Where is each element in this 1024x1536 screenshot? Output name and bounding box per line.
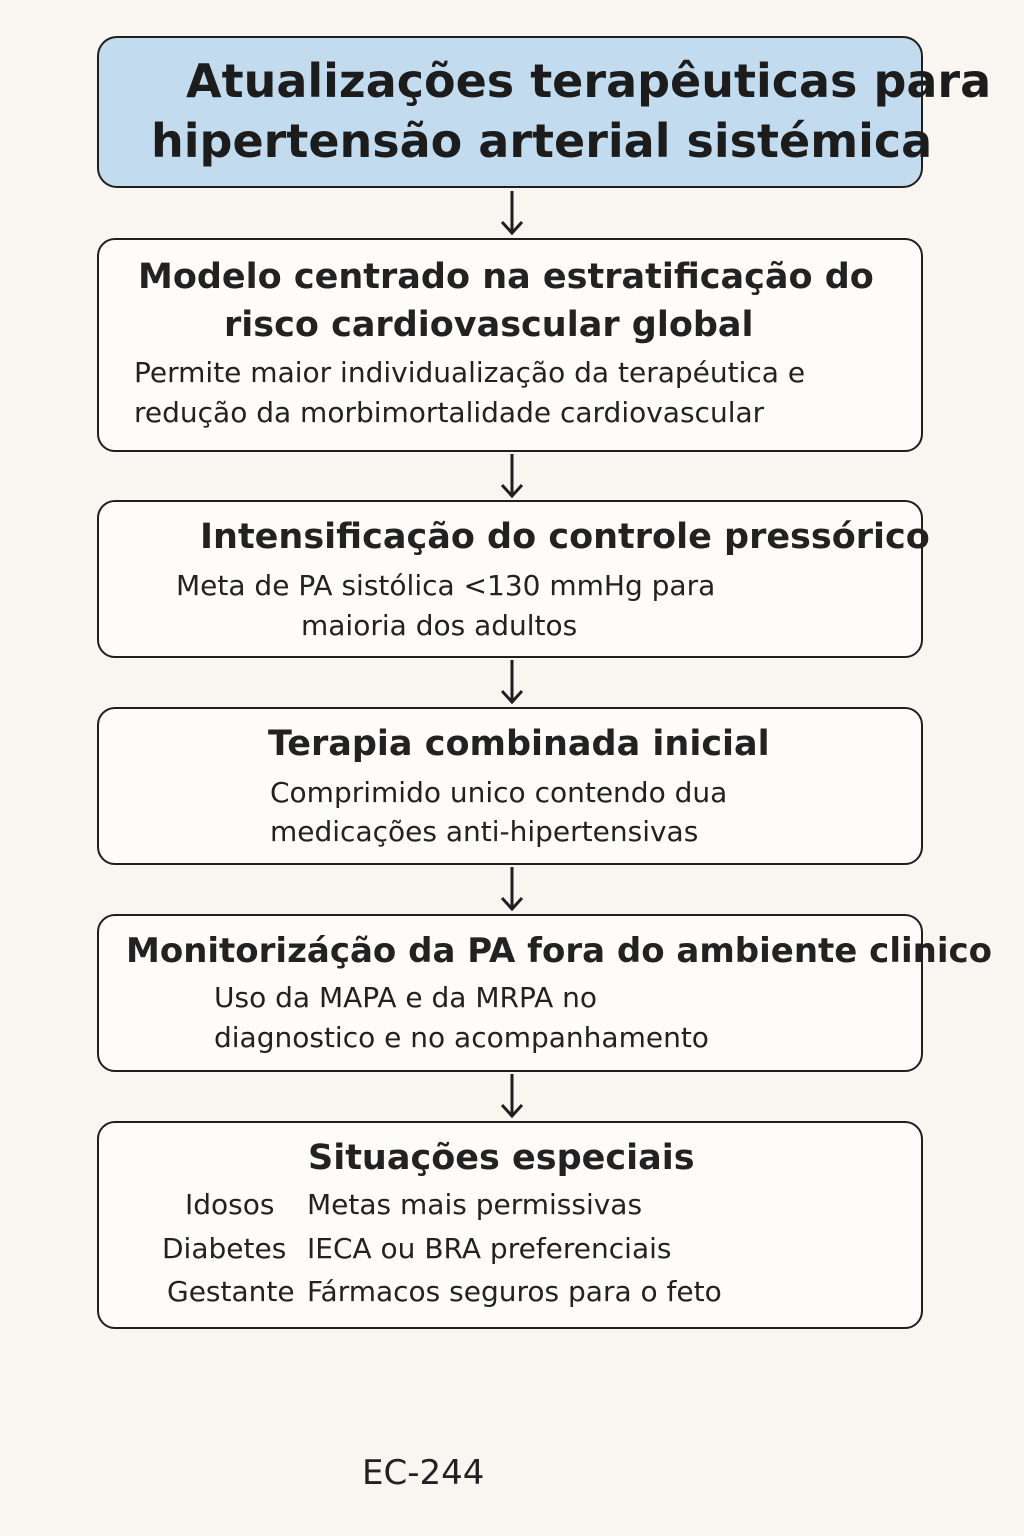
arrow-down-icon <box>497 189 527 237</box>
special-recommendation: Fármacos seguros para o feto <box>307 1275 722 1308</box>
pressure-control-text-line-1: Meta de PA sistólica <130 mmHg para <box>176 569 716 602</box>
risk-model-text-line-2: redução da morbimortalidade cardiovascular <box>134 396 765 429</box>
special-recommendation: IECA ou BRA preferenciais <box>307 1232 672 1265</box>
special-group-label: Idosos <box>185 1188 275 1221</box>
combination-therapy-text-line-1: Comprimido unico contendo dua <box>270 776 728 809</box>
risk-model-heading-line-1: Modelo centrado na estratificação do <box>138 257 874 297</box>
special-situations-heading: Situações especiais <box>308 1138 695 1178</box>
figure-code: EC-244 <box>362 1453 485 1493</box>
risk-model-text-line-1: Permite maior individualização da terapéutica e <box>134 356 806 389</box>
arrow-down-icon <box>497 865 527 913</box>
title-line-1: Atualizações terapêuticas para <box>186 54 992 108</box>
arrow-down-icon <box>497 1072 527 1120</box>
monitoring-heading: Monitorizáção da PA fora do ambiente clinico <box>126 931 993 971</box>
title-line-2: hipertensão arterial sistémica <box>151 114 933 168</box>
combination-therapy-heading: Terapia combinada inicial <box>268 724 770 764</box>
special-group-label: Diabetes <box>162 1232 287 1265</box>
pressure-control-heading: Intensificação do controle pressórico <box>200 517 930 557</box>
special-recommendation: Metas mais permissivas <box>307 1188 643 1221</box>
combination-therapy-text-line-2: medicações anti-hipertensivas <box>270 815 699 848</box>
arrow-down-icon <box>497 452 527 500</box>
monitoring-text-line-2: diagnostico e no acompanhamento <box>214 1021 709 1054</box>
pressure-control-text-line-2: maioria dos adultos <box>301 609 578 642</box>
arrow-down-icon <box>497 658 527 706</box>
risk-model-heading-line-2: risco cardiovascular global <box>224 305 754 345</box>
monitoring-text-line-1: Uso da MAPA e da MRPA no <box>214 981 598 1014</box>
special-group-label: Gestante <box>167 1275 295 1308</box>
